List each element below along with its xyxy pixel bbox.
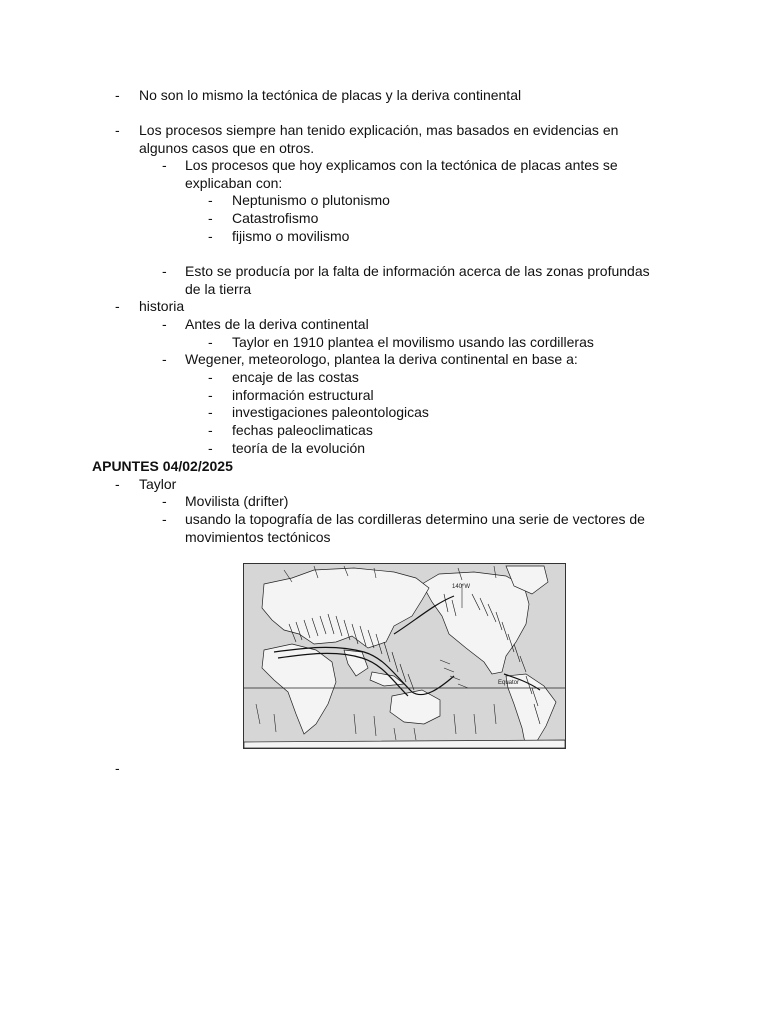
- bullet-text: Los procesos que hoy explicamos con la tectónica de placas antes se: [185, 157, 618, 173]
- bullet-text: No son lo mismo la tectónica de placas y la deriva continental: [139, 87, 522, 103]
- bullet-text: de la tierra: [185, 280, 252, 297]
- bullet-text: Los procesos siempre han tenido explicación, mas basados en evidencias en: [139, 122, 619, 138]
- bullet-text: usando la topografía de las cordilleras determino una serie de vectores de: [185, 511, 645, 527]
- bullet-dash: -: [208, 422, 213, 438]
- map-equator-label: Equator: [498, 680, 520, 686]
- bullet-dash: -: [208, 369, 213, 385]
- bullet-dash: -: [162, 493, 167, 509]
- bullet-text: Wegener, meteorologo, plantea la deriva continental en base a:: [185, 351, 578, 367]
- bullet-dash: -: [115, 476, 120, 492]
- bullet-dash: -: [115, 87, 120, 103]
- bullet-text: movimientos tectónicos: [185, 528, 331, 545]
- bullet-dash: -: [162, 511, 167, 527]
- bullet-dash: -: [208, 404, 213, 420]
- bullet-text: información estructural: [232, 387, 374, 403]
- world-map-figure: [243, 563, 566, 749]
- bullet-text: Taylor: [139, 476, 177, 492]
- bullet-dash: -: [208, 440, 213, 456]
- bullet-text: encaje de las costas: [232, 369, 359, 385]
- map-longitude-label: 140°W: [452, 584, 471, 590]
- bullet-text: teoría de la evolución: [232, 440, 366, 456]
- bullet-text: Neptunismo o plutonismo: [232, 192, 390, 208]
- bullet-text: Movilista (drifter): [185, 493, 289, 509]
- bullet-dash: -: [115, 298, 120, 314]
- bullet-dash: -: [208, 334, 213, 350]
- bullet-dash: -: [208, 210, 213, 226]
- bullet-text: investigaciones paleontologicas: [232, 404, 429, 420]
- bullet-dash: -: [208, 387, 213, 403]
- bullet-dash: -: [208, 228, 213, 244]
- bullet-dash: -: [162, 157, 167, 173]
- bullet-text: historia: [139, 298, 185, 314]
- bullet-dash: -: [208, 192, 213, 208]
- bullet-text: fechas paleoclimaticas: [232, 422, 373, 438]
- bullet-text: algunos casos que en otros.: [139, 139, 315, 156]
- bullet-dash: -: [162, 263, 167, 279]
- bullet-text: Catastrofismo: [232, 210, 319, 226]
- bullet-text: Esto se producía por la falta de información acerca de las zonas profundas: [185, 263, 650, 279]
- bullet-dash: -: [162, 351, 167, 367]
- bullet-text: explicaban con:: [185, 174, 283, 191]
- world-map-drawing: [244, 564, 565, 748]
- bullet-text: Taylor en 1910 plantea el movilismo usando las cordilleras: [232, 334, 594, 350]
- bullet-dash: -: [115, 122, 120, 138]
- bullet-text: fijismo o movilismo: [232, 228, 350, 244]
- bullet-dash: -: [115, 760, 120, 776]
- bullet-dash: -: [162, 316, 167, 332]
- section-heading: APUNTES 04/02/2025: [92, 458, 233, 474]
- bullet-text: Antes de la deriva continental: [185, 316, 369, 332]
